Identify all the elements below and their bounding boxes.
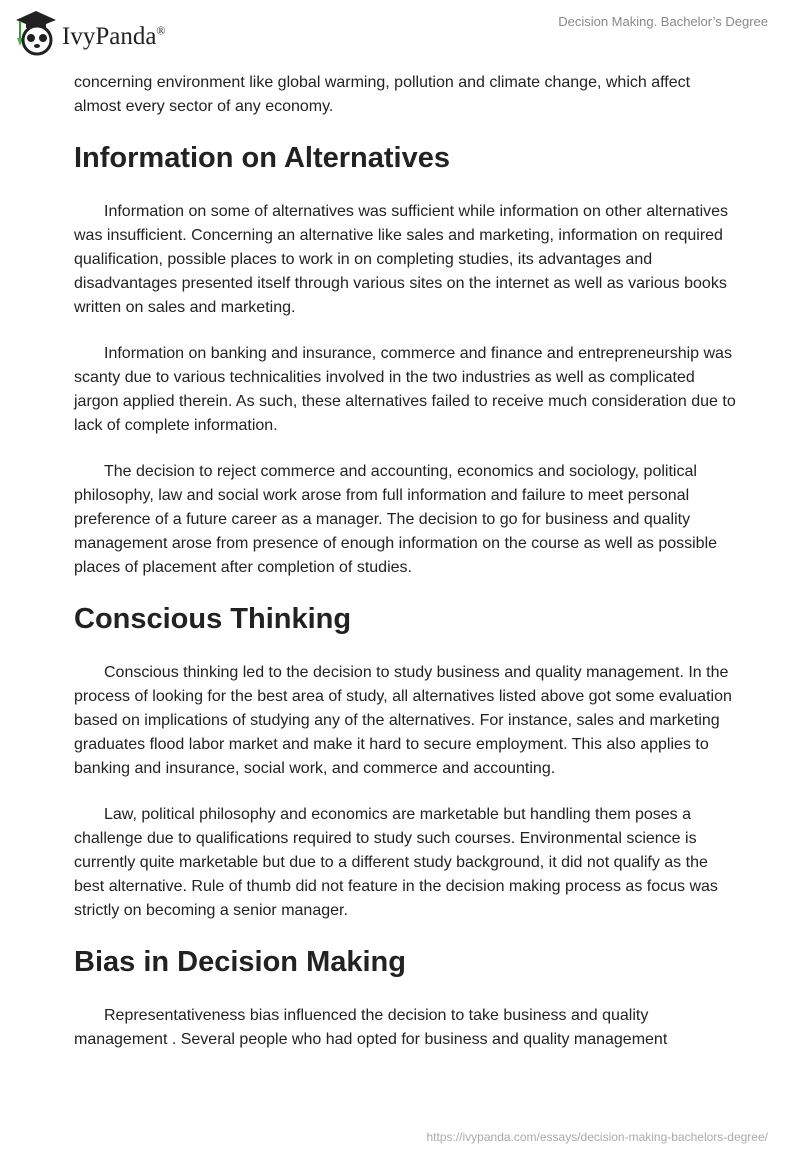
article-body <box>74 71 736 1074</box>
section-heading: Information on Alternatives <box>74 142 450 174</box>
logo-text: IvyPanda <box>62 23 157 50</box>
registered-mark: ® <box>156 23 166 38</box>
paragraph: Law, political philosophy and economics are marketable but handling them poses a challenge due to qualifications required to study such courses. Environmental science is currently quite marketable but due to a different study background, it did not qualify as the best alternative. Rule of thumb did not feature in the decision making process as focus was strictly on becoming a senior manager. <box>74 806 718 919</box>
paragraph: Representativeness bias influenced the decision to take business and quality management . Several people who had opted for business and quality management <box>74 1007 668 1048</box>
paragraph: Information on banking and insurance, commerce and finance and entrepreneurship was scanty due to various technicalities involved in the two industries as well as complicated jargon applied therein. As such, these alternatives failed to receive much consideration due to lack of complete information. <box>74 345 736 434</box>
section-heading: Bias in Decision Making <box>74 946 406 978</box>
paragraph: Information on some of alternatives was sufficient while information on other alternatives was insufficient. Concerning an alternative like sales and marketing, information on required qualification, possible places to work in on completing studies, its advantages and disadvantages presented itself through various sites on the internet as well as various books written on sales and marketing. <box>74 203 729 316</box>
section-heading: Conscious Thinking <box>74 603 352 635</box>
paragraph: Conscious thinking led to the decision to study business and quality management. In the process of looking for the best area of study, all alternatives listed above got some evaluation based on implications of studying any of the alternatives. For instance, sales and marketing graduates flood labor market and make it hard to secure employment. This also applies to banking and insurance, social work, and commerce and accounting. <box>74 664 732 777</box>
paragraph: The decision to reject commerce and accounting, economics and sociology, political philosophy, law and social work arose from full information and failure to meet personal preference of a future career as a manager. The decision to go for business and quality management arose from presence of enough information on the course as well as possible places of placement after completion of studies. <box>74 463 718 576</box>
source-url[interactable]: https://ivypanda.com/essays/decision-making-bachelors-degree/ <box>426 1130 768 1144</box>
paragraph: concerning environment like global warming, pollution and climate change, which affect almost every sector of any economy. <box>74 74 691 115</box>
ivypanda-logo[interactable] <box>12 8 166 56</box>
document-title: Decision Making. Bachelor’s Degree <box>558 14 768 29</box>
page-header <box>0 0 800 64</box>
panda-logo-icon <box>12 8 56 56</box>
